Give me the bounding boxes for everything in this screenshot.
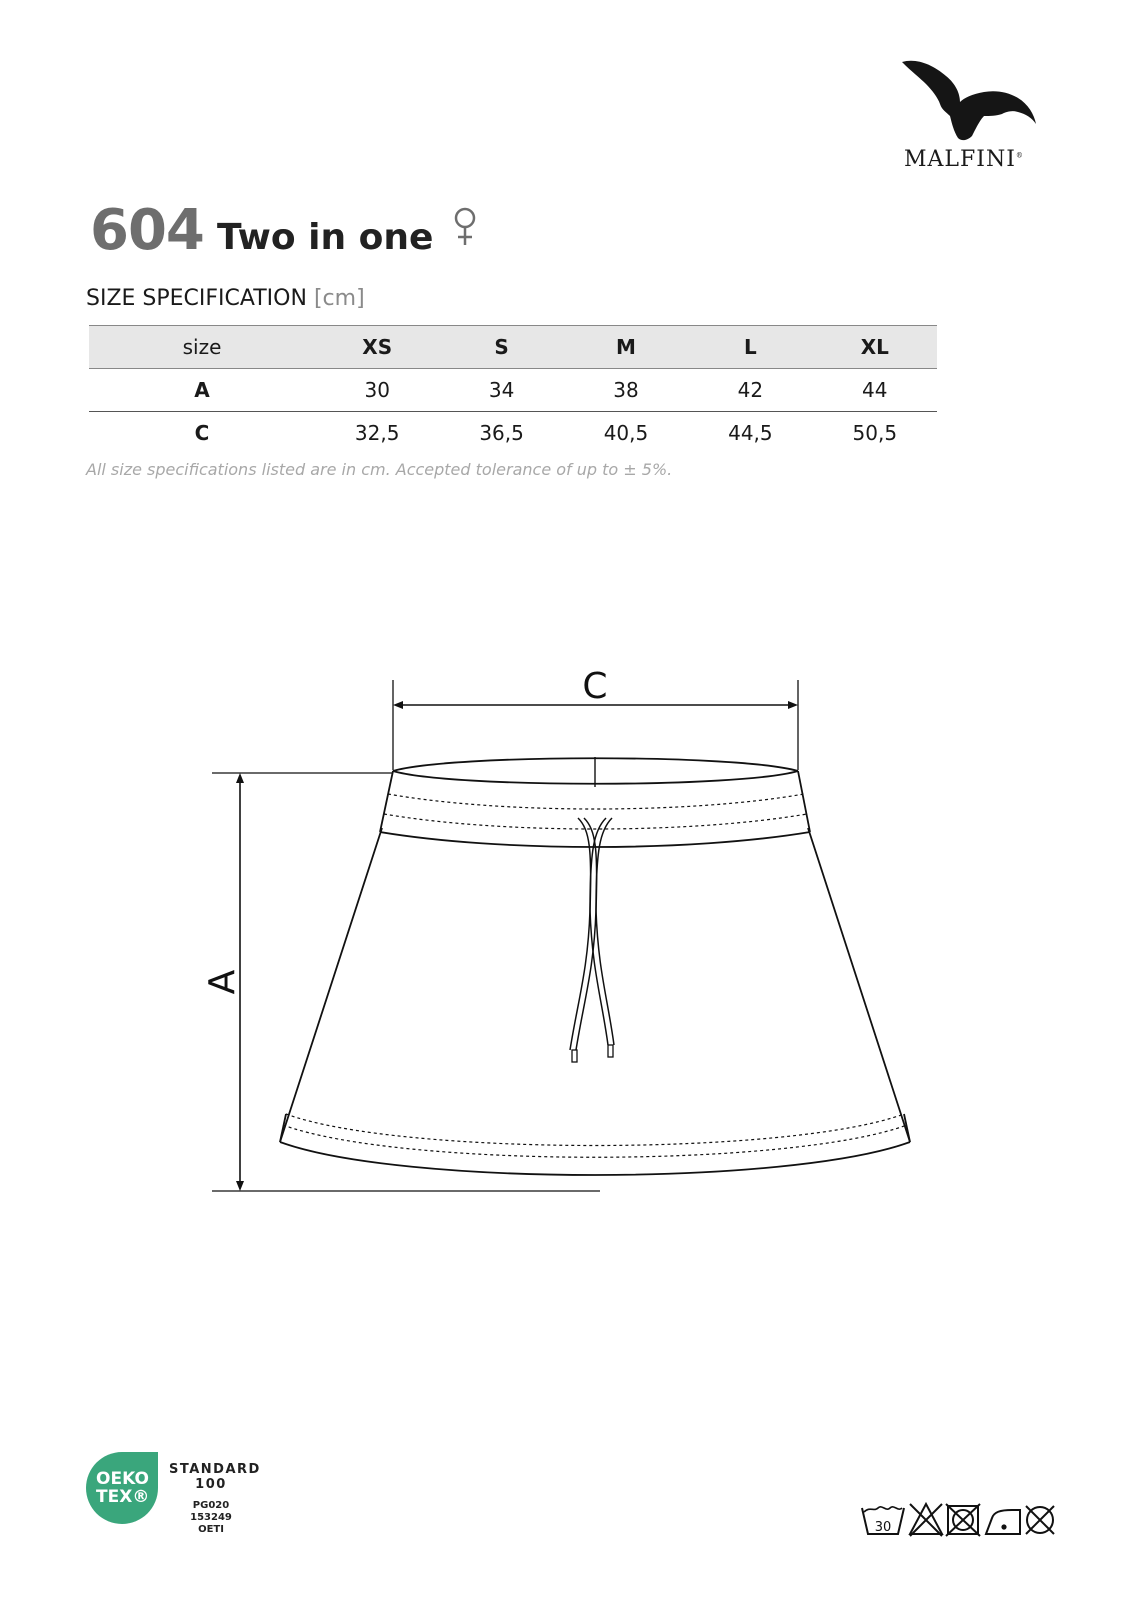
length-label: A — [202, 969, 243, 995]
certificate-code — [174, 1500, 248, 1536]
oeko-line2: TEX® — [96, 1487, 150, 1507]
width-label: C — [582, 670, 608, 707]
width-dimension — [393, 670, 798, 770]
product-name: Two in one — [217, 217, 434, 258]
header-cell-xl: XL — [813, 326, 937, 369]
iron-low-icon — [986, 1510, 1020, 1534]
brand-name-text: MALFINI — [904, 147, 1016, 172]
table-cell: 34 — [439, 369, 563, 412]
table-cell: 44 — [813, 369, 937, 412]
product-title — [90, 198, 477, 268]
registered-mark: ® — [1015, 151, 1024, 160]
oeko-line1: OEKO — [96, 1469, 149, 1489]
table-cell: 40,5 — [603, 421, 649, 445]
table-cell: 38 — [564, 369, 688, 412]
table-cell: 30 — [315, 369, 439, 412]
eagle-icon — [902, 58, 1052, 148]
standard-line1: STANDARD — [169, 1462, 261, 1477]
brand-name — [904, 147, 1024, 172]
table-row — [89, 369, 937, 412]
no-bleach-icon — [910, 1504, 942, 1536]
size-table-header — [89, 326, 937, 369]
row-label: A — [89, 369, 315, 412]
standard-label — [169, 1462, 261, 1492]
no-tumble-dry-icon — [946, 1504, 980, 1536]
size-spec-title: SIZE SPECIFICATION — [86, 286, 307, 311]
header-cell-size: size — [89, 326, 315, 369]
no-dry-clean-icon — [1026, 1506, 1054, 1534]
cert-line1: PG020 153249 — [190, 1500, 232, 1523]
skirt-diagram — [200, 670, 940, 1230]
care-symbols — [860, 1500, 1060, 1540]
row-label: C — [194, 421, 210, 445]
table-cell: 36,5 — [479, 421, 524, 445]
cert-line2: OETI — [198, 1524, 224, 1535]
wash-30-icon — [862, 1507, 904, 1535]
female-symbol-icon — [453, 207, 477, 251]
oeko-tex-text — [96, 1470, 148, 1506]
product-code: 604 — [90, 198, 204, 263]
tolerance-note: All size specifications listed are in cm. Accepted tolerance of up to ± 5%. — [86, 460, 673, 479]
header-cell-l: L — [688, 326, 812, 369]
header-cell-s: S — [439, 326, 563, 369]
size-spec-heading — [86, 286, 365, 311]
table-cell: 44,5 — [728, 421, 773, 445]
table-row — [89, 412, 937, 455]
table-cell: 32,5 — [354, 421, 400, 445]
table-cell: 50,5 — [852, 421, 898, 445]
size-spec-unit: [cm] — [313, 286, 365, 311]
header-cell-xs: XS — [315, 326, 439, 369]
header-cell-m: M — [564, 326, 688, 369]
size-table — [89, 325, 937, 454]
drawstring — [570, 818, 614, 1062]
table-cell: 42 — [688, 369, 812, 412]
standard-line2: 100 — [195, 1477, 227, 1492]
wash-temperature: 30 — [874, 1520, 892, 1535]
